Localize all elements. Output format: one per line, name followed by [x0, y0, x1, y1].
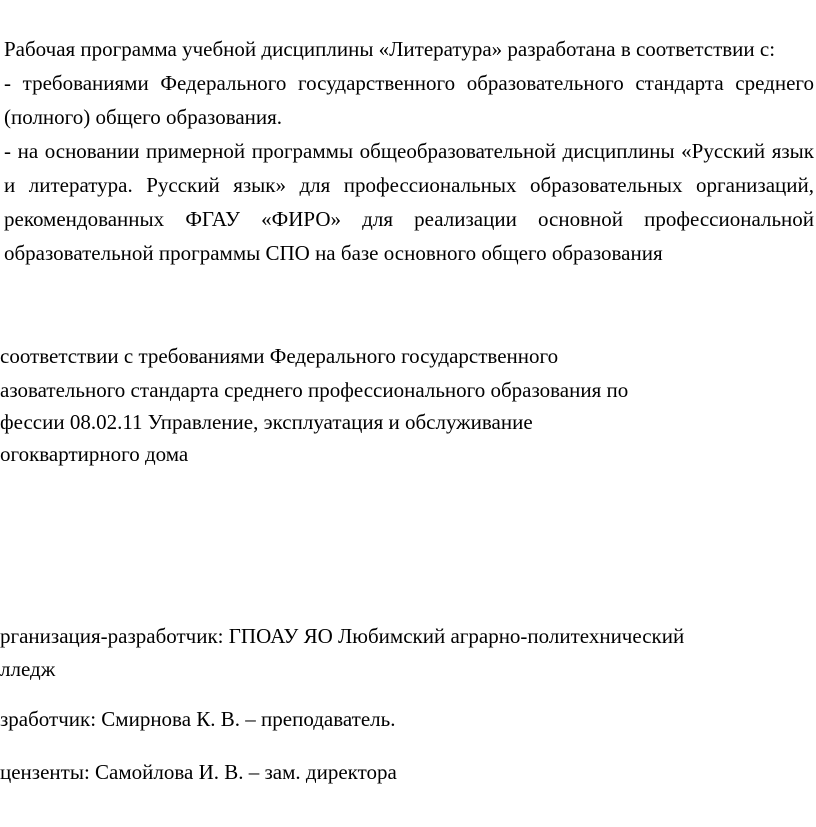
compliance-line-2: азовательного стандарта среднего профессионального образования по: [0, 378, 629, 402]
intro-section: [4, 32, 814, 270]
compliance-line-4: огоквартирного дома: [0, 442, 189, 466]
intro-paragraph-3: - на основании примерной программы общеобразовательной дисциплины «Русский язык и литература. Русский язык» для профессиональных образовательных организаций, рекомендованных ФГАУ «ФИРО» для реализации основной профессиональной образовательной программы СПО на базе основного общего образования: [4, 139, 814, 265]
reviewers: цензенты: Самойлова И. В. – зам. директора: [0, 760, 397, 784]
intro-paragraph-2: - требованиями Федерального государственного образовательного стандарта среднего (полного) общего образования.: [4, 71, 814, 129]
compliance-line-3: фессии 08.02.11 Управление, эксплуатация и обслуживание: [0, 410, 533, 434]
developer-organization-line-1: рганизация-разработчик: ГПОАУ ЯО Любимский аграрно-политехнический: [0, 624, 685, 648]
developer-organization-line-2: лледж: [0, 657, 56, 681]
compliance-line-1: соответствии с требованиями Федерального государственного: [0, 344, 559, 368]
intro-paragraph-1: Рабочая программа учебной дисциплины «Литература» разработана в соответствии с:: [4, 37, 776, 61]
developer-name: зработчик: Смирнова К. В. – преподаватель.: [0, 707, 396, 731]
